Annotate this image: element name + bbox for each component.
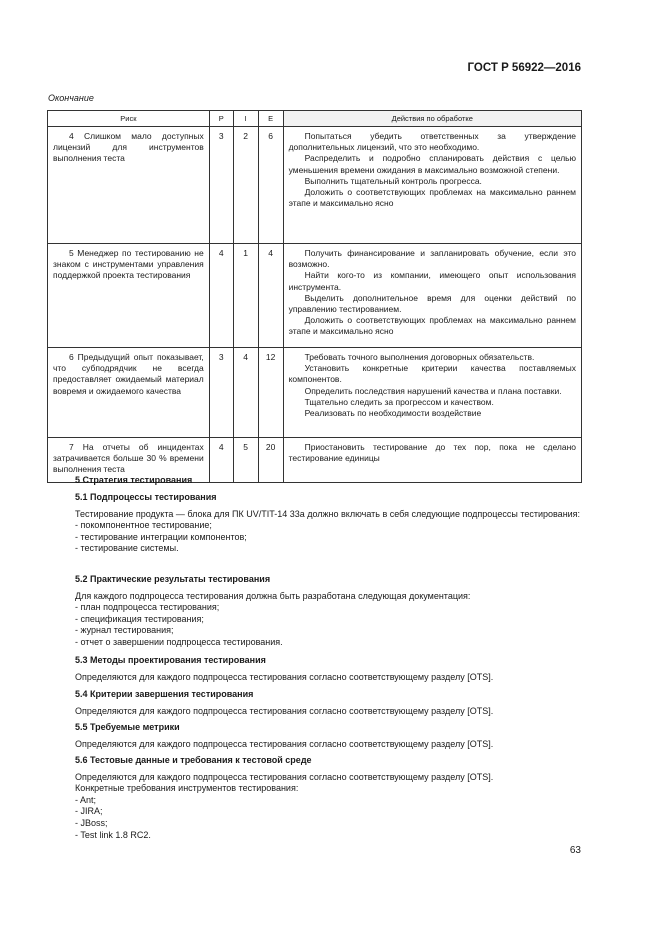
section-5-1 xyxy=(75,492,582,555)
table-caption: Окончание xyxy=(48,93,94,103)
list-item: - спецификация тестирования; xyxy=(75,613,204,624)
list-item: - JIRA; xyxy=(75,806,103,817)
actions-cell xyxy=(283,244,581,348)
actions-cell xyxy=(283,348,581,438)
bullet-list xyxy=(75,520,582,555)
p-cell: 3 xyxy=(209,127,233,244)
risk-cell: 4 Слишком мало доступных лицензий для инструментов выполнения теста xyxy=(48,127,210,244)
section-5-3 xyxy=(75,655,582,683)
risk-cell: 7 На отчеты об инцидентах затрачивается больше 30 % времени выполнения теста xyxy=(48,438,210,483)
column-header-i: I xyxy=(233,111,258,127)
section-heading: 5.2 Практические результаты тестирования xyxy=(75,574,271,584)
list-item: - Test link 1.8 RC2. xyxy=(75,829,151,840)
section-heading: 5.4 Критерии завершения тестирования xyxy=(75,689,254,699)
section-5 xyxy=(75,475,582,487)
column-header-risk: Риск xyxy=(48,111,210,127)
p-cell: 4 xyxy=(209,244,233,348)
risk-cell: 5 Менеджер по тестированию не знаком с инструментами управления поддержкой проекта тестирования xyxy=(48,244,210,348)
action-item: Распределить и подробно спланировать действия с целью уменьшения времени ожидания в максимально возможной степени. xyxy=(288,153,576,175)
list-item: - отчет о завершении подпроцесса тестирования. xyxy=(75,636,283,647)
bullet-list xyxy=(75,795,582,841)
column-header-e: E xyxy=(258,111,283,127)
bullet-list xyxy=(75,602,582,648)
document-header: ГОСТ Р 56922—2016 xyxy=(467,62,581,74)
section-text: Конкретные требования инструментов тестирования: xyxy=(75,783,299,794)
action-item: Выполнить тщательный контроль прогресса. xyxy=(304,175,482,186)
action-item: Реализовать по необходимости воздействие xyxy=(304,408,482,419)
e-cell: 20 xyxy=(258,438,283,483)
p-cell: 4 xyxy=(209,438,233,483)
risk-table xyxy=(47,110,582,483)
section-text: Определяются для каждого подпроцесса тестирования согласно соответствующему разделу [OTS]. xyxy=(75,738,494,749)
action-item: Попытаться убедить ответственных за утверждение дополнительных лицензий, что это необходимо. xyxy=(288,131,576,153)
i-cell: 1 xyxy=(233,244,258,348)
list-item: - тестирование системы. xyxy=(75,543,179,554)
list-item: - тестирование интеграции компонентов; xyxy=(75,531,247,542)
action-item: Установить конкретные критерии качества поставляемых компонентов. xyxy=(288,363,576,385)
list-item: - Ant; xyxy=(75,794,97,805)
action-item: Приостановить тестирование до тех пор, пока не сделано тестирование единицы xyxy=(288,442,576,464)
action-item: Определить последствия нарушений качества и плана поставки. xyxy=(304,385,562,396)
section-text: Определяются для каждого подпроцесса тестирования согласно соответствующему разделу [OTS]. xyxy=(75,705,494,716)
i-cell: 2 xyxy=(233,127,258,244)
list-item: - покомпонентное тестирование; xyxy=(75,520,212,531)
section-heading: 5.5 Требуемые метрики xyxy=(75,722,180,732)
section-text: Определяются для каждого подпроцесса тестирования согласно соответствующему разделу [OTS]. xyxy=(75,671,494,682)
section-text: Тестирование продукта — блока для ПК UV/TIT-14 33a должно включать в себя следующие подпроцессы тестирования: xyxy=(75,508,581,519)
column-header-p: P xyxy=(209,111,233,127)
list-item: - план подпроцесса тестирования; xyxy=(75,602,220,613)
section-text: Для каждого подпроцесса тестирования должна быть разработана следующая документация: xyxy=(75,590,471,601)
e-cell: 12 xyxy=(258,348,283,438)
e-cell: 6 xyxy=(258,127,283,244)
page-number: 63 xyxy=(569,845,581,856)
section-5-6 xyxy=(75,755,582,841)
section-text: Определяются для каждого подпроцесса тестирования согласно соответствующему разделу [OTS]. xyxy=(75,771,494,782)
p-cell: 3 xyxy=(209,348,233,438)
section-heading: 5 Стратегия тестирования xyxy=(75,475,193,485)
actions-cell xyxy=(283,127,581,244)
i-cell: 4 xyxy=(233,348,258,438)
column-header-actions: Действия по обработке xyxy=(283,111,581,127)
table-row xyxy=(48,127,582,244)
section-heading: 5.3 Методы проектирования тестирования xyxy=(75,655,266,665)
section-5-5 xyxy=(75,722,582,750)
action-item: Найти кого-то из компании, имеющего опыт использования инструмента. xyxy=(288,270,576,292)
action-item: Тщательно следить за прогрессом и качеством. xyxy=(304,396,494,407)
section-5-2 xyxy=(75,574,582,649)
action-item: Доложить о соответствующих проблемах на максимально раннем этапе и максимально ясно xyxy=(288,315,576,337)
table-header-row xyxy=(48,111,582,127)
e-cell: 4 xyxy=(258,244,283,348)
i-cell: 5 xyxy=(233,438,258,483)
list-item: - JBoss; xyxy=(75,817,108,828)
section-heading: 5.1 Подпроцессы тестирования xyxy=(75,492,217,502)
action-item: Доложить о соответствующих проблемах на максимально раннем этапе и максимально ясно xyxy=(288,187,576,209)
section-heading: 5.6 Тестовые данные и требования к тестовой среде xyxy=(75,755,312,765)
action-item: Получить финансирование и запланировать обучение, если это возможно. xyxy=(288,248,576,270)
action-item: Требовать точного выполнения договорных обязательств. xyxy=(304,352,535,362)
risk-cell: 6 Предыдущий опыт показывает, что субподрядчик не всегда предоставляет ожидаемый материал вовремя и ожидаемого качества xyxy=(48,348,210,438)
table-row xyxy=(48,348,582,438)
action-item: Выделить дополнительное время для оценки действий по управлению тестированием. xyxy=(288,292,576,315)
section-5-4 xyxy=(75,689,582,717)
table-row xyxy=(48,244,582,348)
list-item: - журнал тестирования; xyxy=(75,625,174,636)
